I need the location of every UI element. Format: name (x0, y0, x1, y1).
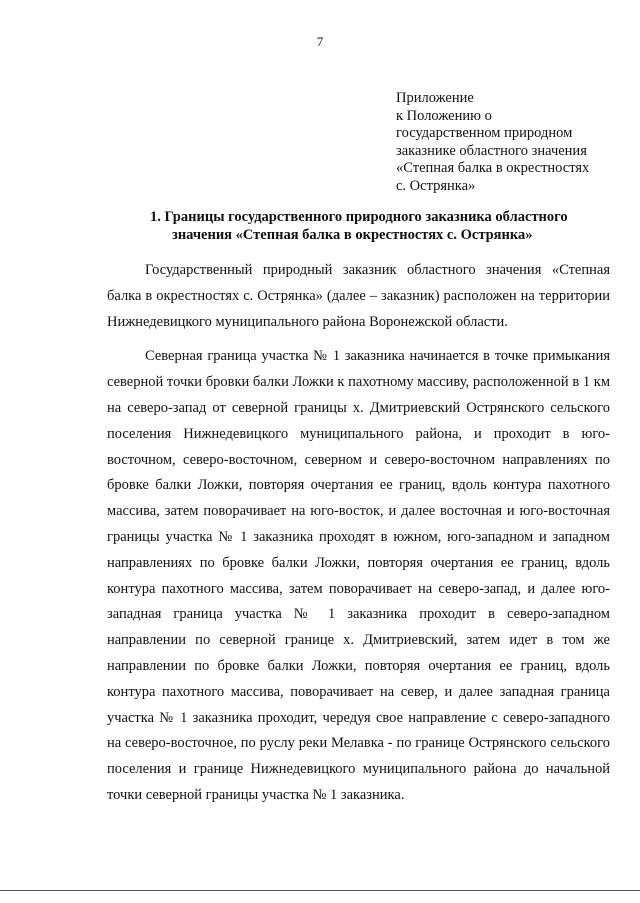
footer-rule (0, 890, 640, 891)
section-heading-line: значения «Степная балка в окрестностях с. Острянка» (172, 227, 533, 243)
appendix-line: государственном природном (396, 125, 573, 141)
appendix-line: с. Острянка» (396, 177, 476, 194)
page-number: 7 (316, 34, 324, 49)
appendix-line: к Положению о (396, 107, 492, 124)
appendix-line: заказнике областного значения (396, 142, 587, 159)
section-heading-line: 1. Границы государственного природного заказника областного (150, 209, 568, 225)
paragraph: Государственный природный заказник областного значения «Степная балка в окрестностях с. Острянка» (далее – заказник) расположен на территории Нижнедевицкого муниципального района Воронежской области. (107, 262, 610, 330)
appendix-block (396, 90, 626, 195)
section-heading (150, 208, 610, 244)
paragraph: Северная граница участка № 1 заказника начинается в точке примыкания северной точки бровки балки Ложки к пахотному массиву, расположенной в 1 км на северо-запад от северной границы х. Дмитриевский Острянского сельского поселения Нижнедевицкого муниципального района, и проходит в юго-восточном, северо-восточном, северном и северо-восточном направлениях по бровке балки Ложки, повторяя очертания ее границ, вдоль контура пахотного массива, затем поворачивает на юго-восток, и далее восточная и юго-восточная границы участка № 1 заказника проходят в южном, юго-западном и западном направлениях по бровке балки Ложки, повторяя очертания ее границ, вдоль контура пахотного массива, затем поворачивает на северо-запад, и далее юго-западная граница участка № 1 заказника проходит в северо-западном направлении по северной границе х. Дмитриевский, затем идет в том же направлении по бровке балки Ложки, повторяя очертания ее границ, вдоль контура пахотного массива, поворачивает на север, и далее западная граница участка № 1 заказника проходит, чередуя свое направление с северо-западного на северо-восточное, по руслу реки Мелавка - по границе Острянского сельского поселения и границе Нижнедевицкого муниципального района до начальной точки северной границы участка № 1 заказника. (107, 348, 610, 803)
appendix-line: Приложение (396, 90, 474, 106)
appendix-line: «Степная балка в окрестностях (396, 160, 590, 176)
body-text (107, 258, 610, 818)
